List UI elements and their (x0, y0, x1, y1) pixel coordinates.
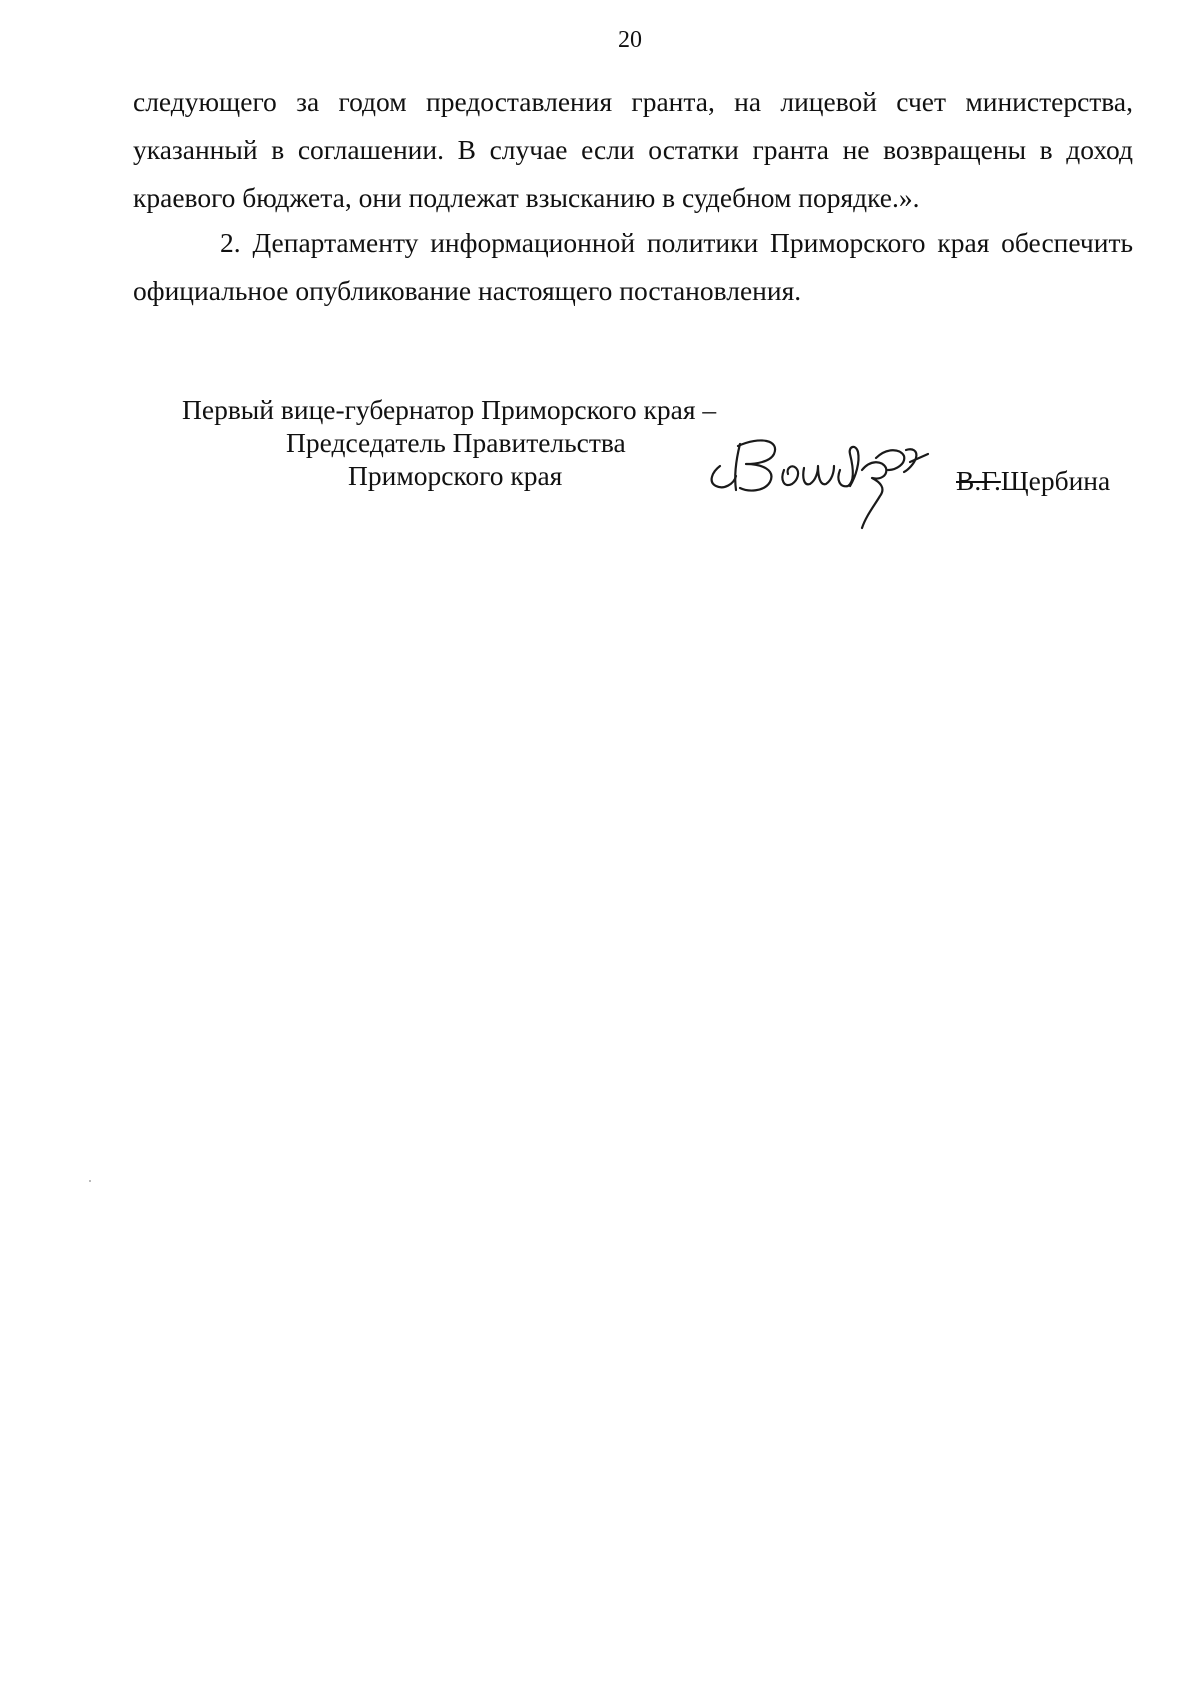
paragraph-continuation (133, 78, 1133, 222)
paragraph-text: следующего за годом предоставления гранта, на лицевой счет министерства, указанный в соглашении. В случае если остатки гранта не возвращены в доход краевого бюджета, они подлежат взысканию в судебном порядке.». (133, 86, 1133, 213)
signer-surname: Щербина (1000, 465, 1111, 496)
signer-name (956, 464, 1110, 497)
scan-artifact (89, 1180, 91, 1182)
signer-initials: В.Г. (956, 465, 1001, 496)
paragraph-text: 2. Департаменту информационной политики Приморского края обеспечить официальное опубликование настоящего постановления. (133, 227, 1133, 306)
position-line: Приморского края (348, 460, 563, 491)
handwritten-signature (700, 430, 950, 540)
paragraph-item-2 (133, 219, 1133, 315)
position-line: Первый вице-губернатор Приморского края – (182, 394, 717, 425)
position-line: Председатель Правительства (286, 427, 626, 458)
page-number: 20 (618, 27, 642, 53)
signatory-position (182, 393, 742, 492)
